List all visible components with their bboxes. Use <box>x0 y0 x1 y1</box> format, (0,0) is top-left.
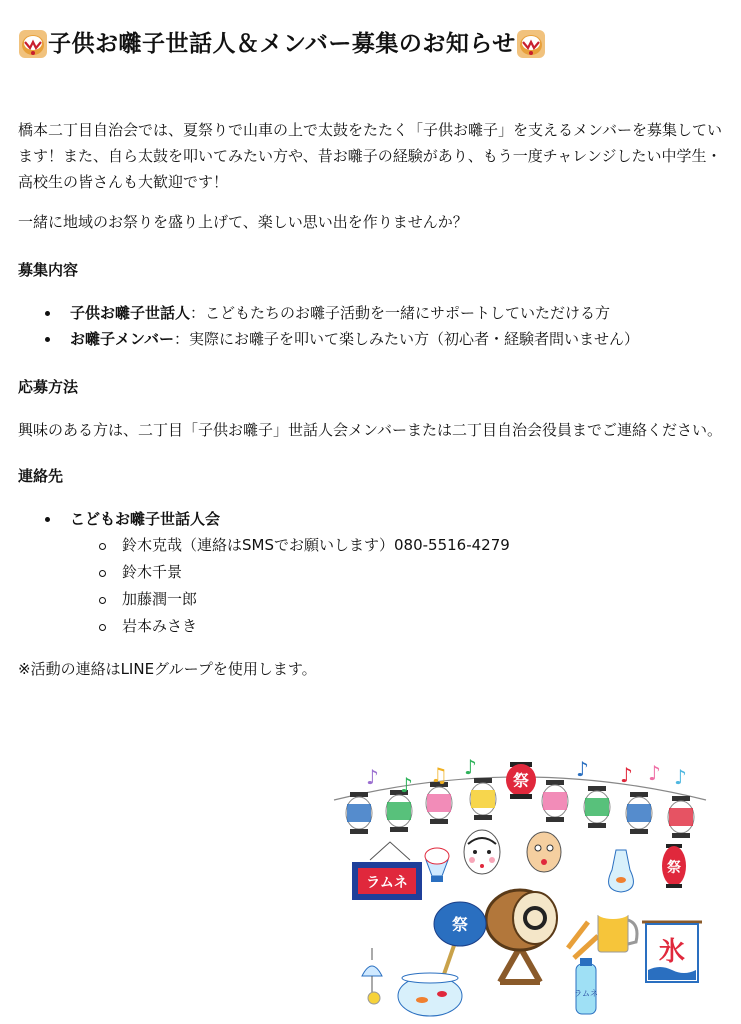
lantern-icon <box>426 782 452 824</box>
lantern-icon <box>470 778 496 820</box>
drum-icon <box>516 29 546 59</box>
festival-lantern-icon <box>506 762 536 799</box>
lantern-icon <box>346 792 372 834</box>
svg-text:祭: 祭 <box>451 915 469 934</box>
recruit-term: お囃子メンバー <box>70 330 174 348</box>
recruit-desc: ：こどもたちのお囃子活動を一緒にサポートしていただける方 <box>190 304 611 322</box>
apply-text: 興味のある方は、二丁目「子供お囃子」世話人会メンバーまたは二丁目自治会役員までご連絡ください。 <box>18 421 722 439</box>
contact-members <box>18 532 723 640</box>
svg-text:♪: ♪ <box>400 773 413 797</box>
contact-member: 岩本みさき <box>18 613 723 640</box>
list-item <box>18 300 723 326</box>
lantern-icon <box>584 786 610 828</box>
recruit-desc: ：実際にお囃子を叩いて楽しみたい方（初心者・経験者問いません） <box>173 330 639 348</box>
uchiwa-fan-icon <box>434 902 486 980</box>
intro-paragraph: 橋本二丁目自治会では、夏祭りで山車の上で太鼓をたたく「子供お囃子」を支えるメンバーを募集しています！また、自ら太鼓を叩いてみたい方や、昔お囃子の経験があり、もう一度チャレンジしたい中学生・高校生の皆さんも大歓迎です！ <box>18 121 722 191</box>
hyottoko-mask-icon <box>527 832 561 872</box>
list-item <box>18 506 723 532</box>
contact-member: 鈴木千景 <box>18 559 723 586</box>
contact-member: 鈴木克哉（連絡はSMSでお願いします）080-5516-4279 <box>18 532 723 559</box>
goldfish-bowl-icon <box>398 973 462 1016</box>
ice-flag-icon <box>642 922 702 982</box>
svg-text:ラムネ: ラムネ <box>366 875 408 891</box>
svg-text:♫: ♫ <box>430 763 448 787</box>
contact-list <box>18 506 723 532</box>
wind-chime-icon <box>362 948 382 1004</box>
goldfish-bag-icon <box>609 850 634 892</box>
drum-icon <box>18 29 48 59</box>
svg-text:♪: ♪ <box>464 755 477 779</box>
svg-text:♪: ♪ <box>674 765 687 789</box>
svg-text:♪: ♪ <box>620 763 633 787</box>
note-text: ※活動の連絡はLINEグループを使用します。 <box>18 660 317 678</box>
svg-text:♪: ♪ <box>576 757 589 781</box>
svg-text:♪: ♪ <box>366 765 379 789</box>
svg-text:ラムネ: ラムネ <box>574 989 598 998</box>
contact-member: 加藤潤一郎 <box>18 586 723 613</box>
page-title-text: 子供お囃子世話人＆メンバー募集のお知らせ <box>48 31 516 57</box>
recruit-list <box>18 300 723 352</box>
document-page <box>18 0 723 682</box>
beer-mug-icon <box>596 905 637 952</box>
contact-group: こどもお囃子世話人会 <box>70 510 221 528</box>
recruit-heading: 募集内容 <box>18 261 79 279</box>
apply-heading: 応募方法 <box>18 378 79 396</box>
svg-text:祭: 祭 <box>667 860 681 876</box>
recruit-term: 子供お囃子世話人 <box>70 304 191 322</box>
red-lantern-icon <box>662 844 686 888</box>
intro-paragraph-2: 一緒に地域のお祭りを盛り上げて、楽しい思い出を作りませんか？ <box>18 213 468 231</box>
okame-mask-icon <box>464 830 500 874</box>
svg-text:祭: 祭 <box>512 771 530 790</box>
shaved-ice-icon <box>425 848 449 882</box>
ramune-sign-icon <box>352 842 422 900</box>
list-item <box>18 326 723 352</box>
lantern-icon <box>542 780 568 822</box>
lantern-icon <box>626 792 652 834</box>
ramune-bottle-icon <box>574 958 598 1014</box>
svg-text:♪: ♪ <box>648 761 661 785</box>
contact-heading: 連絡先 <box>18 467 64 485</box>
svg-text:氷: 氷 <box>658 937 686 967</box>
festival-illustration <box>330 752 710 1020</box>
lantern-icon <box>668 796 694 838</box>
page-title <box>18 26 723 62</box>
